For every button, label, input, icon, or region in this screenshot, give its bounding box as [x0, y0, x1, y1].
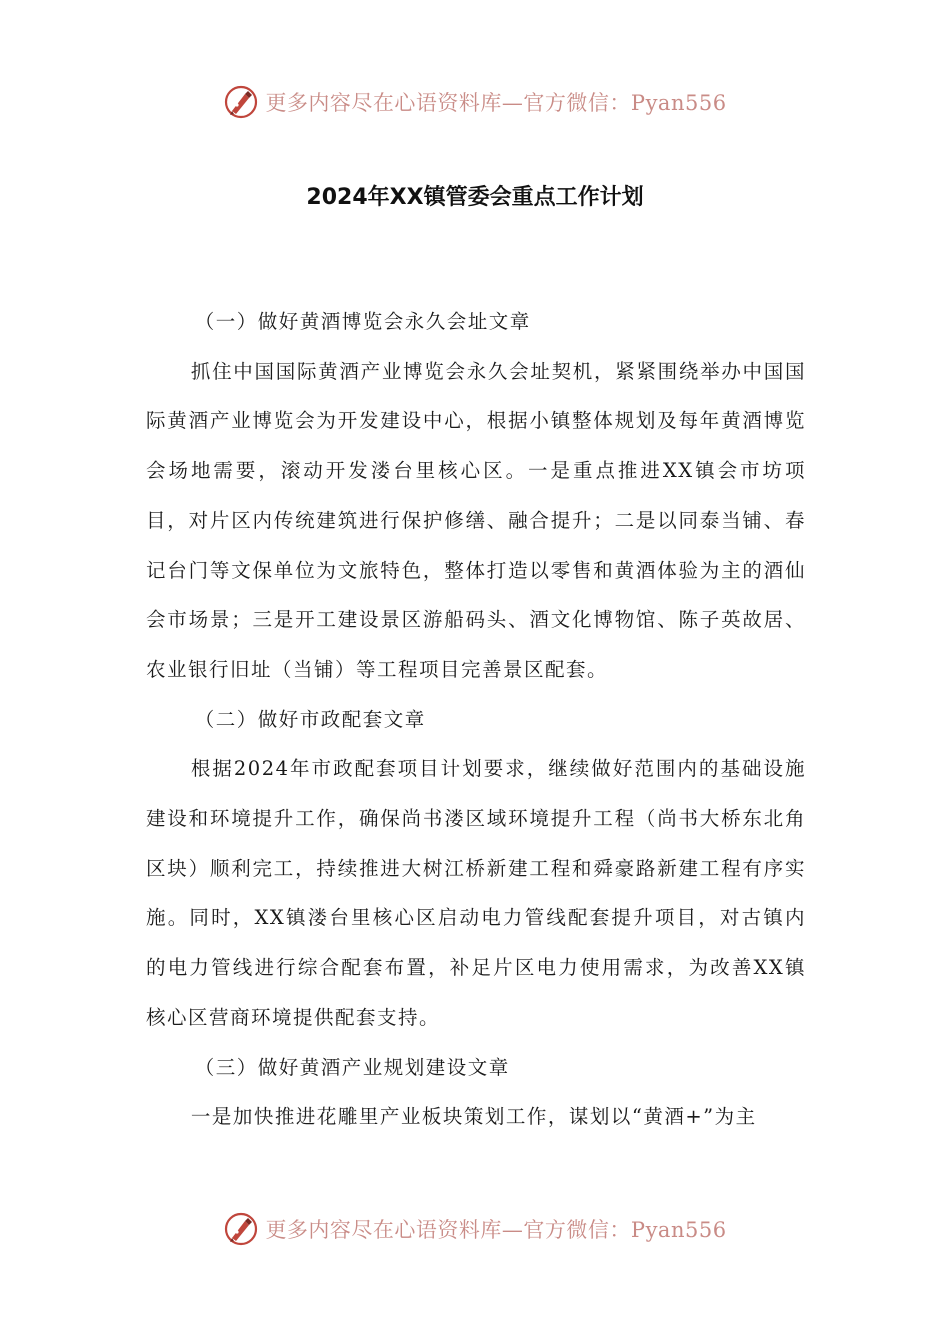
- section-heading-2: （二）做好市政配套文章: [194, 707, 426, 731]
- footer-watermark: [0, 1211, 950, 1247]
- document-body: [146, 297, 806, 1142]
- section-heading-3: （三）做好黄酒产业规划建设文章: [194, 1055, 510, 1079]
- body-paragraph-2: 根据2024年市政配套项目计划要求，继续做好范围内的基础设施建设和环境提升工作，确保尚书溇区域环境提升工程（尚书大桥东北角区块）顺利完工，持续推进大树江桥新建工程和舜豪路新建工程有序实施。同时，XX镇溇台里核心区启动电力管线配套提升项目，对古镇内的电力管线进行综合配套布置，补足片区电力使用需求，为改善XX镇核心区营商环境提供配套支持。: [146, 757, 806, 1029]
- pen-nib-logo-icon: [223, 84, 259, 120]
- pen-nib-logo-icon: [223, 1211, 259, 1247]
- body-paragraph-1: 抓住中国国际黄酒产业博览会永久会址契机，紧紧围绕举办中国国际黄酒产业博览会为开发建设中心，根据小镇整体规划及每年黄酒博览会场地需要，滚动开发溇台里核心区。一是重点推进XX镇会市坊项目，对片区内传统建筑进行保护修缮、融合提升；二是以同泰当铺、春记台门等文保单位为文旅特色，整体打造以零售和黄酒体验为主的酒仙会市场景；三是开工建设景区游船码头、酒文化博物馆、陈子英故居、农业银行旧址（当铺）等工程项目完善景区配套。: [146, 359, 806, 681]
- document-title: 2024年XX镇管委会重点工作计划: [306, 185, 644, 210]
- section-heading-1: （一）做好黄酒博览会永久会址文章: [194, 310, 531, 333]
- header-watermark: [0, 84, 950, 120]
- body-paragraph-3: 一是加快推进花雕里产业板块策划工作，谋划以“黄酒+”为主: [190, 1105, 757, 1129]
- watermark-text: 更多内容尽在心语资料库—官方微信：Pyan556: [265, 1218, 727, 1242]
- watermark-text: 更多内容尽在心语资料库—官方微信：Pyan556: [265, 91, 727, 115]
